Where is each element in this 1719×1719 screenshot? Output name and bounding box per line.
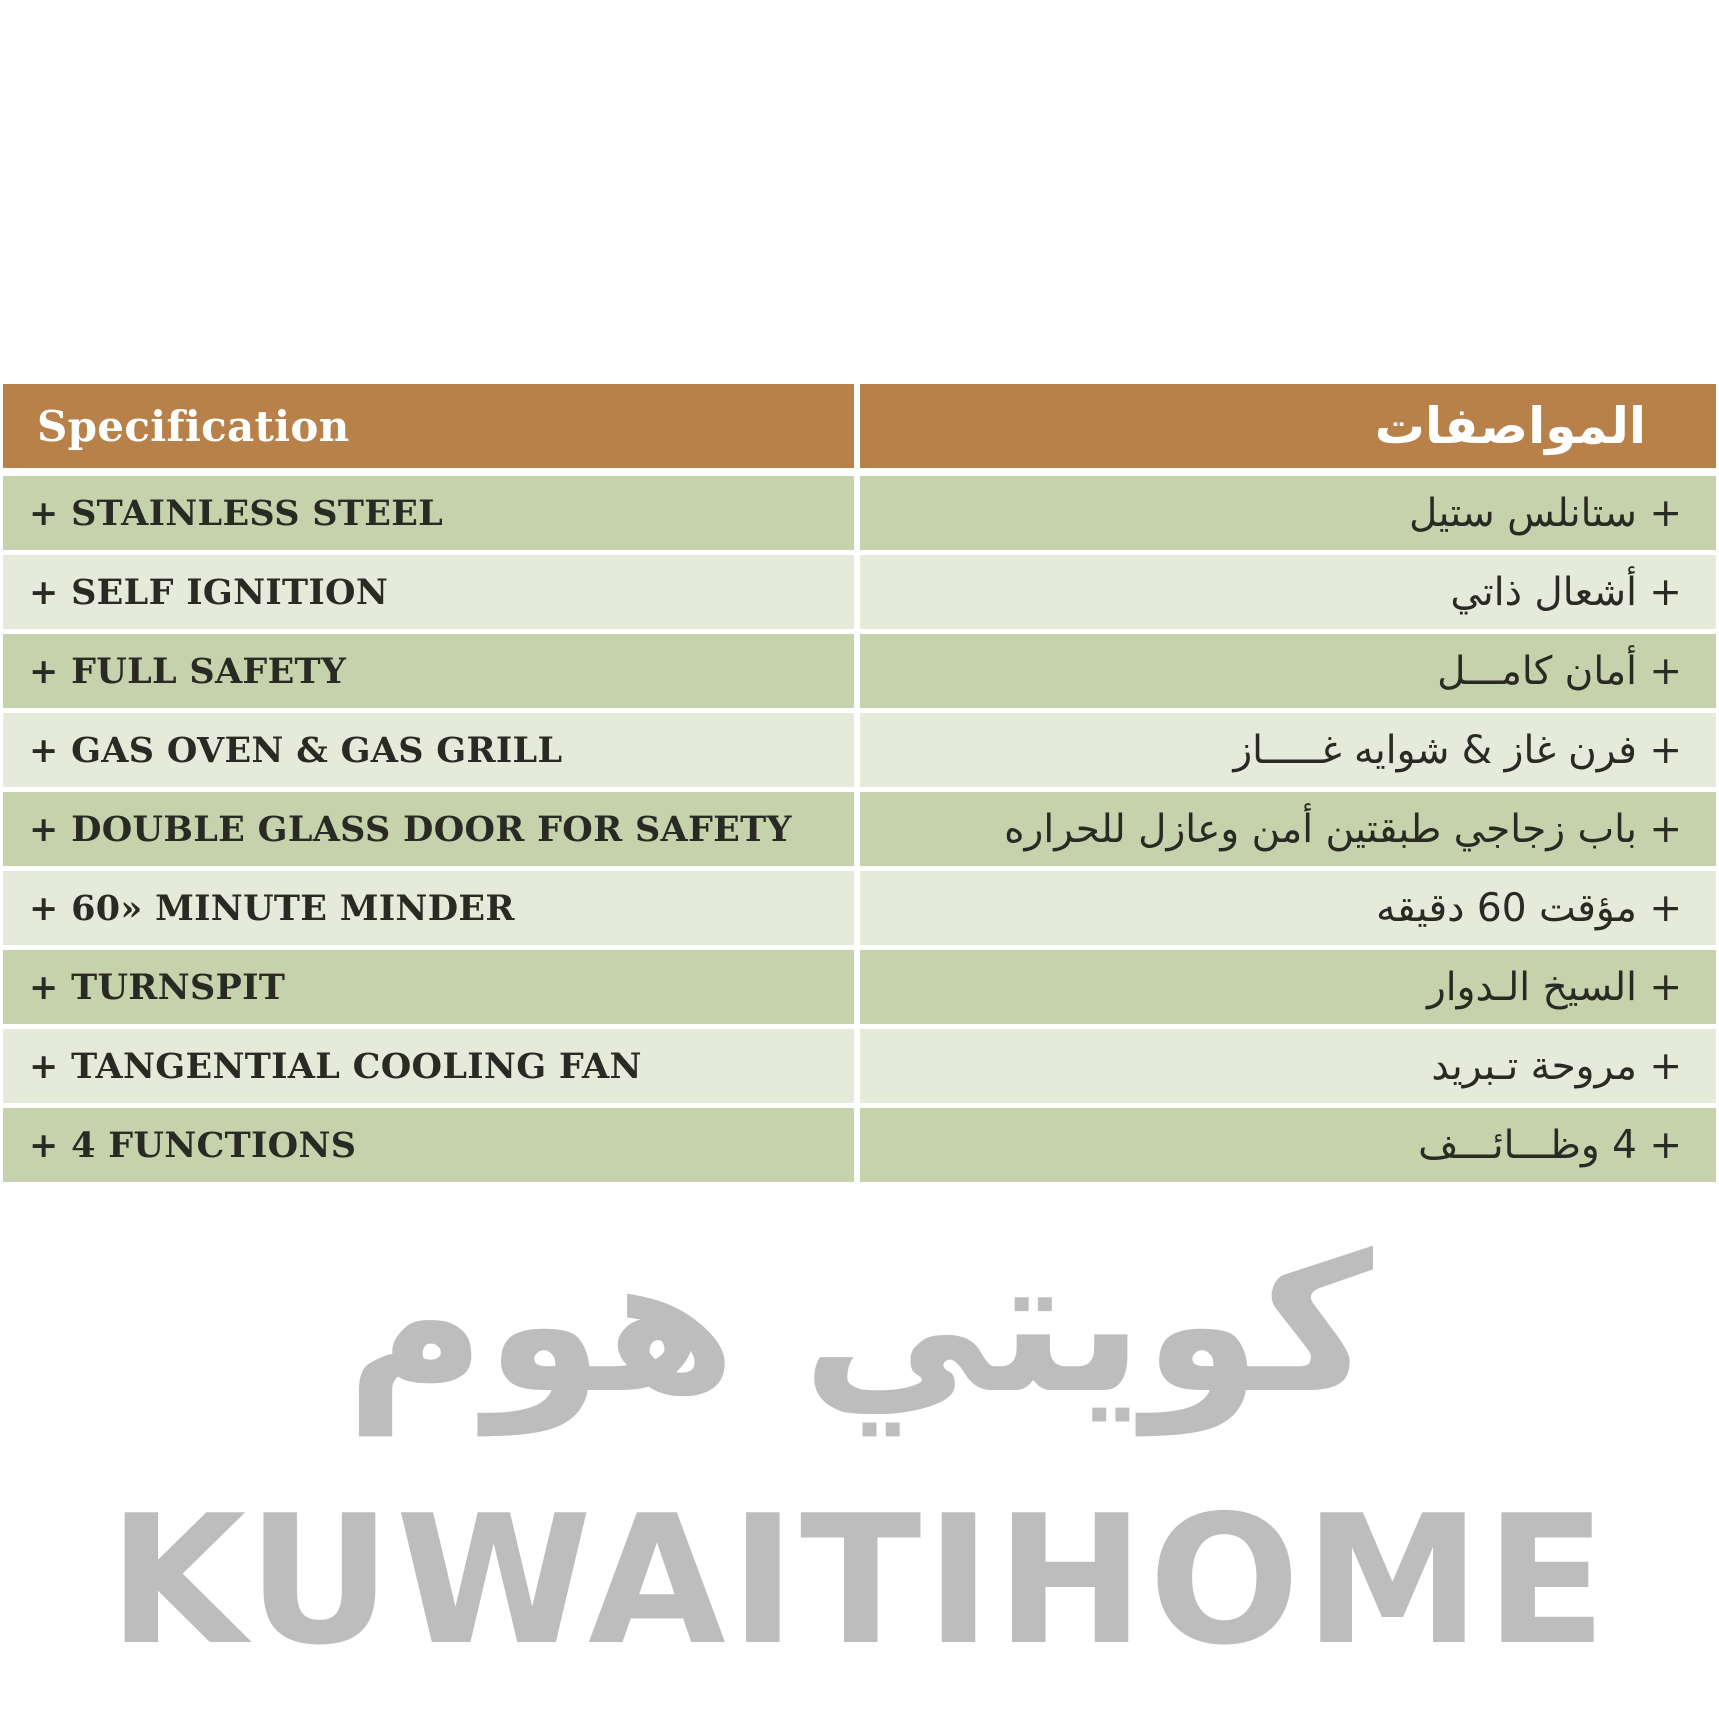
table-header-row — [0, 384, 1716, 468]
spec-ar: + باب زجاجي طبقتين أمن وعازل للحراره — [860, 792, 1716, 866]
table-row — [0, 555, 1716, 629]
table-row — [0, 871, 1716, 945]
table-row — [0, 713, 1716, 787]
spec-ar: + السيخ الـدوار — [860, 950, 1716, 1024]
table-row — [0, 792, 1716, 866]
spec-en: + GAS OVEN & GAS GRILL — [3, 713, 854, 787]
table-row — [0, 1108, 1716, 1182]
spec-en: + TURNSPIT — [3, 950, 854, 1024]
header-specification: Specification — [3, 384, 854, 468]
spec-table — [0, 384, 1716, 1187]
spec-en: + DOUBLE GLASS DOOR FOR SAFETY — [3, 792, 854, 866]
watermark-arabic: كويتي هوم — [345, 1214, 1373, 1435]
spec-ar: + ستانلس ستيل — [860, 476, 1716, 550]
spec-ar: + 4 وظـــائـــف — [860, 1108, 1716, 1182]
spec-en: + TANGENTIAL COOLING FAN — [3, 1029, 854, 1103]
table-row — [0, 634, 1716, 708]
watermark-english: KUWAITIHOME — [108, 1477, 1611, 1684]
spec-en: + 4 FUNCTIONS — [3, 1108, 854, 1182]
spec-ar: + فرن غاز & شوايه غـــــاز — [860, 713, 1716, 787]
header-specification-ar: المواصفات — [860, 384, 1716, 468]
spec-en: + STAINLESS STEEL — [3, 476, 854, 550]
spec-ar: + مؤقت 60 دقيقه — [860, 871, 1716, 945]
spec-ar: + أشعال ذاتي — [860, 555, 1716, 629]
spec-en: + 60» MINUTE MINDER — [3, 871, 854, 945]
table-row — [0, 1029, 1716, 1103]
spec-en: + FULL SAFETY — [3, 634, 854, 708]
table-row — [0, 950, 1716, 1024]
spec-ar: + مروحة تـبريد — [860, 1029, 1716, 1103]
spec-en: + SELF IGNITION — [3, 555, 854, 629]
table-row — [0, 476, 1716, 550]
spec-ar: + أمان كامـــل — [860, 634, 1716, 708]
